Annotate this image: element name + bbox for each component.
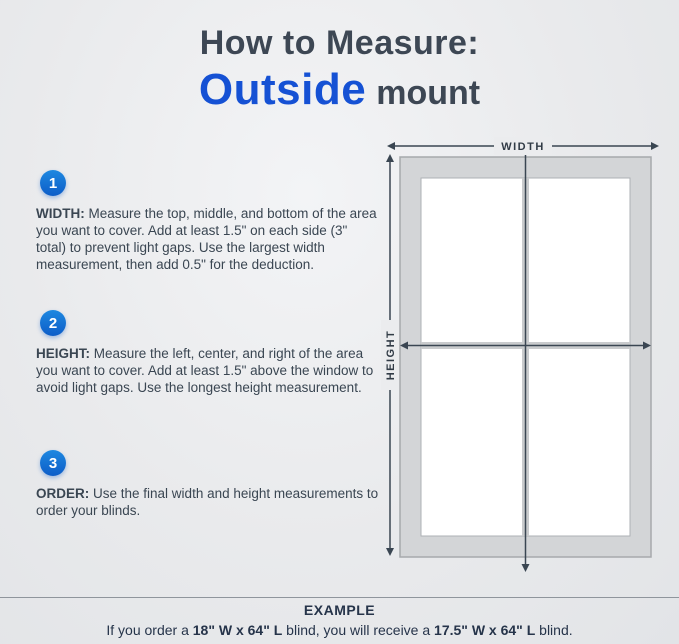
step-1-text bbox=[36, 205, 380, 273]
step-2-text bbox=[36, 345, 380, 396]
page-title-line2 bbox=[0, 65, 679, 115]
step-1-label: WIDTH: bbox=[36, 206, 85, 221]
example-received-size: 17.5" W x 64" L bbox=[434, 622, 536, 638]
example-part2: blind, you will receive a bbox=[282, 622, 435, 638]
height-arrow-label: HEIGHT bbox=[385, 329, 397, 381]
title-outside-word: Outside bbox=[198, 65, 367, 114]
example-heading: EXAMPLE bbox=[303, 602, 376, 618]
example-part3: blind. bbox=[535, 622, 573, 638]
width-arrow-label: WIDTH bbox=[501, 141, 545, 153]
example-ordered-size: 18" W x 64" L bbox=[192, 622, 283, 638]
step-3-label: ORDER: bbox=[36, 486, 90, 501]
title-mount-word: mount bbox=[376, 74, 481, 112]
step-3-badge: 3 bbox=[40, 450, 66, 476]
step-3-text bbox=[36, 485, 380, 519]
step-width bbox=[36, 170, 380, 273]
step-3-body: Use the final width and height measurements to order your blinds. bbox=[36, 486, 379, 518]
page-title-line1: How to Measure: bbox=[199, 24, 480, 62]
window-diagram-svg bbox=[375, 130, 670, 585]
window-diagram bbox=[375, 130, 670, 585]
example-part1: If you order a bbox=[106, 622, 193, 638]
step-2-badge: 2 bbox=[40, 310, 66, 336]
example-sentence bbox=[0, 622, 679, 638]
step-1-badge: 1 bbox=[40, 170, 66, 196]
step-height bbox=[36, 310, 380, 396]
step-1-body: Measure the top, middle, and bottom of the area you want to cover. Add at least 1.5" on each side (3" total) to prevent light gaps. Use the largest width measurement, then add 0.5" for the deduction. bbox=[36, 206, 377, 272]
step-2-body: Measure the left, center, and right of the area you want to cover. Add at least 1.5" above the window to avoid light gaps. Use the longest height measurement. bbox=[36, 346, 374, 395]
title-block bbox=[0, 24, 679, 115]
footer-divider bbox=[0, 597, 679, 598]
step-order bbox=[36, 450, 380, 519]
step-2-label: HEIGHT: bbox=[36, 346, 90, 361]
